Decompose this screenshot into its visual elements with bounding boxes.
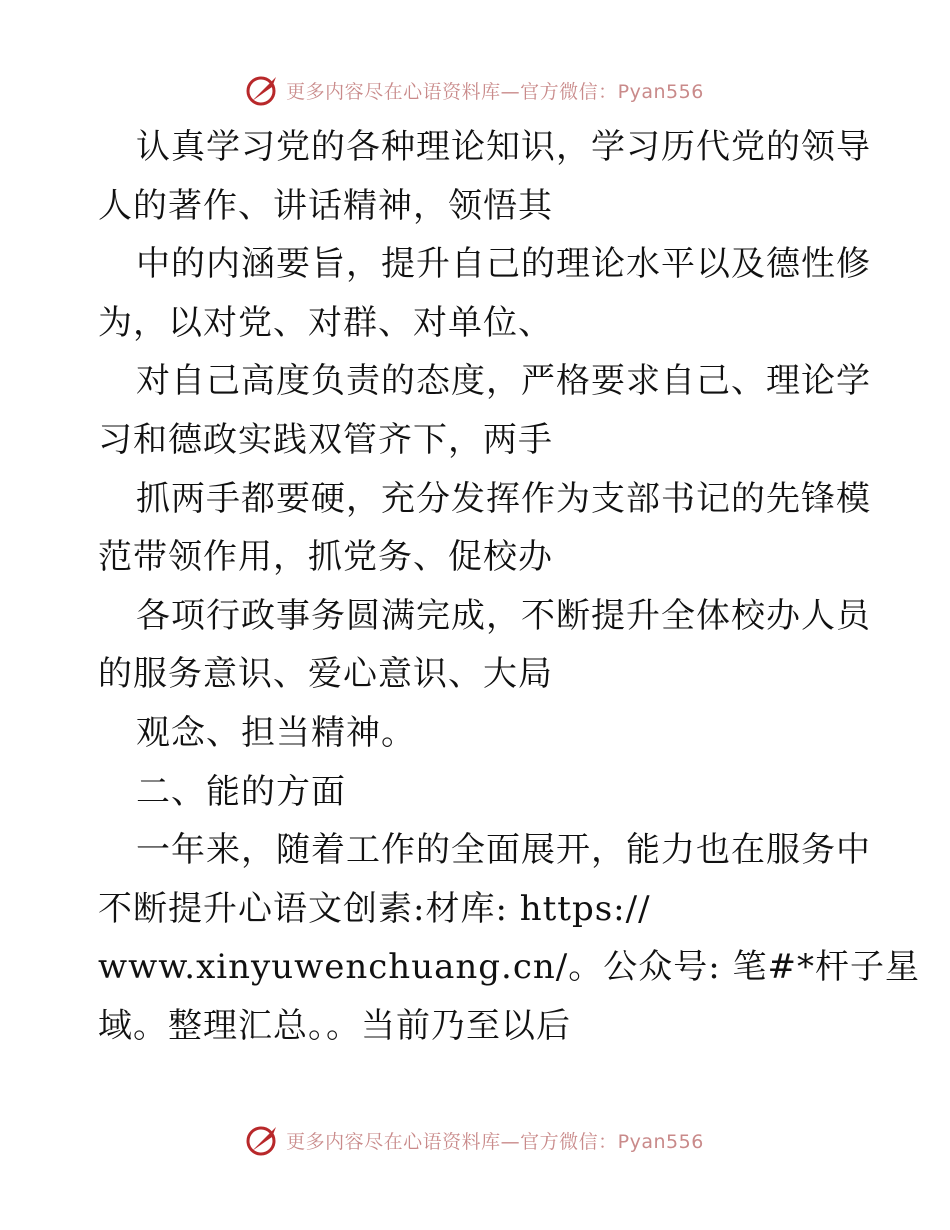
paragraph-line: 对自己高度负责的态度，严格要求自己、理论学	[136, 361, 871, 402]
paragraph-line: 为，以对党、对群、对单位、	[98, 302, 553, 343]
header-banner-text: 更多内容尽在心语资料库—官方微信：Pyan556	[286, 80, 704, 103]
quill-logo-icon	[246, 73, 280, 107]
paragraph-line: 观念、担当精神。	[136, 712, 416, 753]
footer-banner	[0, 1120, 950, 1160]
paragraph-line: www.xinyuwenchuang.cn/。公众号: 笔#*杆子星	[98, 947, 920, 988]
quill-logo-icon	[246, 1123, 280, 1157]
paragraph-line: 人的著作、讲话精神，领悟其	[98, 185, 553, 226]
paragraph-line: 习和德政实践双管齐下，两手	[98, 419, 553, 460]
paragraph-line: 一年来，随着工作的全面展开，能力也在服务中	[136, 830, 871, 871]
paragraph-line: 域。整理汇总。。当前乃至以后	[98, 1005, 571, 1046]
paragraph-line: 认真学习党的各种理论知识，学习历代党的领导	[136, 127, 871, 167]
paragraph-line: 抓两手都要硬，充分发挥作为支部书记的先锋模	[136, 478, 871, 519]
header-banner	[0, 70, 950, 110]
paragraph-line: 中的内涵要旨，提升自己的理论水平以及德性修	[136, 244, 871, 285]
paragraph-line: 的服务意识、爱心意识、大局	[98, 654, 553, 695]
paragraph-line: 各项行政事务圆满完成，不断提升全体校办人员	[136, 595, 871, 636]
paragraph-line: 不断提升心语文创素:材库: https://	[98, 888, 651, 929]
paragraph-line: 范带领作用，抓党务、促校办	[98, 537, 553, 578]
document-body	[98, 118, 920, 1056]
footer-banner-text: 更多内容尽在心语资料库—官方微信：Pyan556	[286, 1130, 704, 1153]
section-heading: 二、能的方面	[136, 771, 346, 812]
